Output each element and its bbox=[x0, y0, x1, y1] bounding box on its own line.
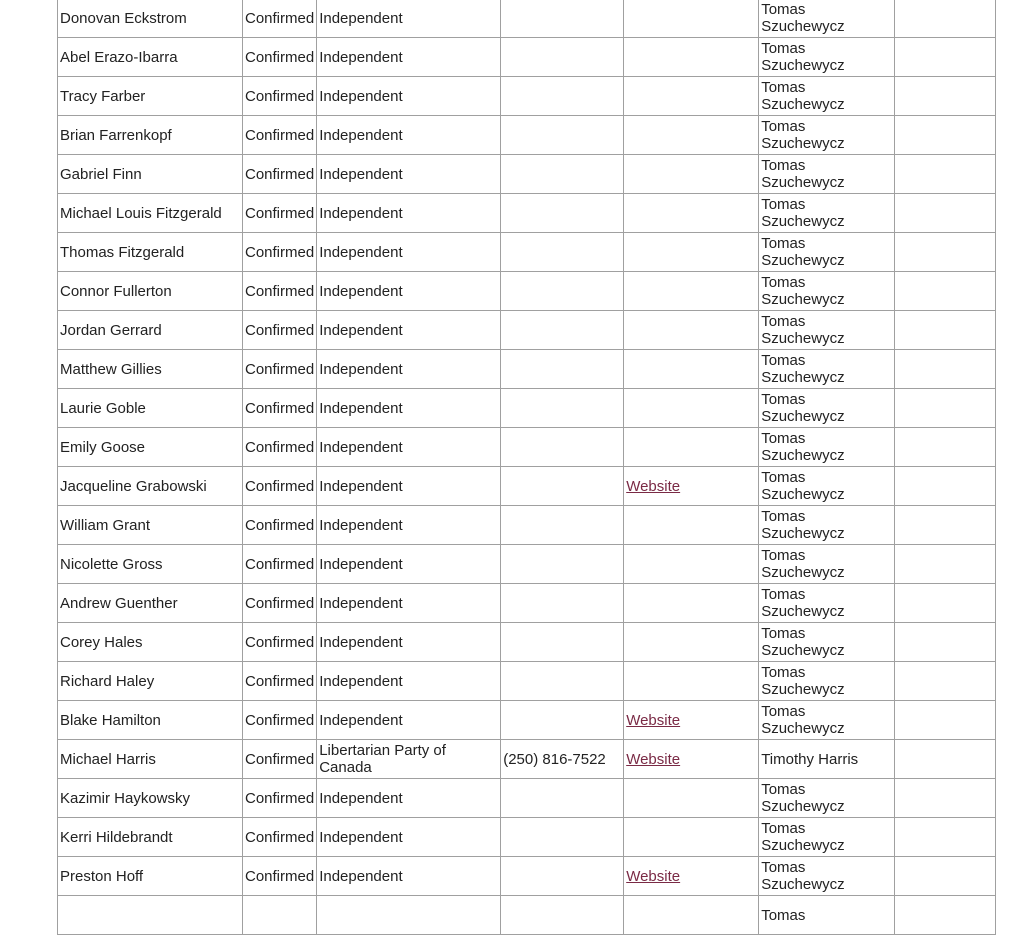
status-cell: Confirmed bbox=[243, 155, 317, 194]
empty-cell bbox=[895, 116, 996, 155]
phone-cell bbox=[501, 428, 624, 467]
empty-cell bbox=[895, 0, 996, 38]
candidates-table-body bbox=[58, 0, 996, 935]
official-agent-cell: Tomas Szuchewycz bbox=[759, 0, 895, 38]
party-cell: Independent bbox=[317, 545, 501, 584]
phone-cell bbox=[501, 0, 624, 38]
empty-cell bbox=[895, 155, 996, 194]
status-cell: Confirmed bbox=[243, 701, 317, 740]
empty-cell bbox=[895, 272, 996, 311]
official-agent-cell: Tomas Szuchewycz bbox=[759, 116, 895, 155]
party-cell: Independent bbox=[317, 623, 501, 662]
empty-cell bbox=[895, 779, 996, 818]
official-agent-cell: Tomas Szuchewycz bbox=[759, 194, 895, 233]
official-agent-cell: Tomas Szuchewycz bbox=[759, 467, 895, 506]
website-cell bbox=[624, 194, 759, 233]
table-row bbox=[58, 233, 996, 272]
candidate-name-cell: Connor Fullerton bbox=[58, 272, 243, 311]
candidate-name-cell: Kazimir Haykowsky bbox=[58, 779, 243, 818]
empty-cell bbox=[895, 623, 996, 662]
phone-cell bbox=[501, 38, 624, 77]
candidate-name-cell: Brian Farrenkopf bbox=[58, 116, 243, 155]
status-cell: Confirmed bbox=[243, 0, 317, 38]
candidate-name-cell: Richard Haley bbox=[58, 662, 243, 701]
candidate-name-cell: Donovan Eckstrom bbox=[58, 0, 243, 38]
table-row bbox=[58, 467, 996, 506]
website-cell bbox=[624, 116, 759, 155]
candidate-name-cell: Jordan Gerrard bbox=[58, 311, 243, 350]
candidate-name-cell: Gabriel Finn bbox=[58, 155, 243, 194]
phone-cell bbox=[501, 389, 624, 428]
party-cell: Independent bbox=[317, 272, 501, 311]
status-cell: Confirmed bbox=[243, 77, 317, 116]
official-agent-cell: Tomas Szuchewycz bbox=[759, 506, 895, 545]
phone-cell bbox=[501, 77, 624, 116]
official-agent-cell: Tomas Szuchewycz bbox=[759, 350, 895, 389]
website-cell bbox=[624, 0, 759, 38]
empty-cell bbox=[895, 584, 996, 623]
phone-cell: (250) 816-7522 bbox=[501, 740, 624, 779]
website-cell bbox=[624, 701, 759, 740]
empty-cell bbox=[895, 506, 996, 545]
website-cell bbox=[624, 428, 759, 467]
party-cell: Independent bbox=[317, 428, 501, 467]
table-row bbox=[58, 389, 996, 428]
website-cell bbox=[624, 311, 759, 350]
website-cell bbox=[624, 272, 759, 311]
phone-cell bbox=[501, 545, 624, 584]
empty-cell bbox=[895, 428, 996, 467]
candidate-name-cell: Michael Louis Fitzgerald bbox=[58, 194, 243, 233]
candidate-name-cell: Matthew Gillies bbox=[58, 350, 243, 389]
website-cell bbox=[624, 584, 759, 623]
table-row bbox=[58, 77, 996, 116]
status-cell: Confirmed bbox=[243, 233, 317, 272]
party-cell: Independent bbox=[317, 311, 501, 350]
table-row bbox=[58, 662, 996, 701]
phone-cell bbox=[501, 272, 624, 311]
official-agent-cell: Timothy Harris bbox=[759, 740, 895, 779]
status-cell: Confirmed bbox=[243, 662, 317, 701]
table-row bbox=[58, 857, 996, 896]
official-agent-cell: Tomas Szuchewycz bbox=[759, 233, 895, 272]
party-cell: Independent bbox=[317, 38, 501, 77]
table-row bbox=[58, 428, 996, 467]
empty-cell bbox=[895, 311, 996, 350]
empty-cell bbox=[895, 818, 996, 857]
empty-cell bbox=[895, 389, 996, 428]
status-cell: Confirmed bbox=[243, 272, 317, 311]
table-row bbox=[58, 350, 996, 389]
empty-cell bbox=[895, 545, 996, 584]
candidate-name-cell: William Grant bbox=[58, 506, 243, 545]
table-row bbox=[58, 740, 996, 779]
party-cell: Independent bbox=[317, 77, 501, 116]
status-cell: Confirmed bbox=[243, 818, 317, 857]
phone-cell bbox=[501, 311, 624, 350]
website-link[interactable]: Website bbox=[626, 867, 681, 885]
candidate-name-cell: Kerri Hildebrandt bbox=[58, 818, 243, 857]
phone-cell bbox=[501, 701, 624, 740]
status-cell: Confirmed bbox=[243, 506, 317, 545]
party-cell: Independent bbox=[317, 818, 501, 857]
status-cell: Confirmed bbox=[243, 740, 317, 779]
empty-cell bbox=[895, 740, 996, 779]
empty-cell bbox=[895, 38, 996, 77]
official-agent-cell: Tomas Szuchewycz bbox=[759, 818, 895, 857]
table-row bbox=[58, 0, 996, 38]
candidate-name-cell: Laurie Goble bbox=[58, 389, 243, 428]
candidate-name-cell: Abel Erazo-Ibarra bbox=[58, 38, 243, 77]
empty-cell bbox=[895, 194, 996, 233]
candidate-name-cell: Nicolette Gross bbox=[58, 545, 243, 584]
party-cell: Independent bbox=[317, 0, 501, 38]
candidate-name-cell: Tracy Farber bbox=[58, 77, 243, 116]
party-cell: Independent bbox=[317, 116, 501, 155]
status-cell: Confirmed bbox=[243, 311, 317, 350]
official-agent-cell: Tomas Szuchewycz bbox=[759, 38, 895, 77]
party-cell: Independent bbox=[317, 233, 501, 272]
phone-cell bbox=[501, 857, 624, 896]
status-cell bbox=[243, 896, 317, 935]
party-cell: Independent bbox=[317, 779, 501, 818]
status-cell: Confirmed bbox=[243, 623, 317, 662]
party-cell: Independent bbox=[317, 389, 501, 428]
party-cell: Independent bbox=[317, 506, 501, 545]
status-cell: Confirmed bbox=[243, 467, 317, 506]
status-cell: Confirmed bbox=[243, 38, 317, 77]
website-cell bbox=[624, 779, 759, 818]
table-row bbox=[58, 116, 996, 155]
website-cell bbox=[624, 467, 759, 506]
website-cell bbox=[624, 740, 759, 779]
party-cell: Independent bbox=[317, 155, 501, 194]
official-agent-cell: Tomas Szuchewycz bbox=[759, 701, 895, 740]
party-cell: Independent bbox=[317, 350, 501, 389]
official-agent-cell: Tomas Szuchewycz bbox=[759, 311, 895, 350]
table-row bbox=[58, 701, 996, 740]
website-link[interactable]: Website bbox=[626, 477, 681, 495]
phone-cell bbox=[501, 896, 624, 935]
website-cell bbox=[624, 233, 759, 272]
website-cell bbox=[624, 857, 759, 896]
official-agent-cell: Tomas Szuchewycz bbox=[759, 77, 895, 116]
candidate-name-cell: Michael Harris bbox=[58, 740, 243, 779]
website-cell bbox=[624, 350, 759, 389]
status-cell: Confirmed bbox=[243, 116, 317, 155]
empty-cell bbox=[895, 662, 996, 701]
website-cell bbox=[624, 545, 759, 584]
table-row bbox=[58, 584, 996, 623]
status-cell: Confirmed bbox=[243, 584, 317, 623]
status-cell: Confirmed bbox=[243, 194, 317, 233]
official-agent-cell: Tomas Szuchewycz bbox=[759, 857, 895, 896]
table-row bbox=[58, 194, 996, 233]
website-cell bbox=[624, 896, 759, 935]
table-row bbox=[58, 155, 996, 194]
candidates-table bbox=[57, 0, 996, 935]
empty-cell bbox=[895, 701, 996, 740]
candidate-name-cell bbox=[58, 896, 243, 935]
empty-cell bbox=[895, 857, 996, 896]
website-link[interactable]: Website bbox=[626, 711, 681, 729]
table-row bbox=[58, 779, 996, 818]
party-cell: Libertarian Party of Canada bbox=[317, 740, 501, 779]
official-agent-cell: Tomas Szuchewycz bbox=[759, 545, 895, 584]
status-cell: Confirmed bbox=[243, 779, 317, 818]
party-cell: Independent bbox=[317, 662, 501, 701]
table-row bbox=[58, 506, 996, 545]
website-link[interactable]: Website bbox=[626, 750, 681, 768]
table-row bbox=[58, 38, 996, 77]
party-cell: Independent bbox=[317, 701, 501, 740]
status-cell: Confirmed bbox=[243, 857, 317, 896]
candidates-table-container bbox=[57, 0, 996, 935]
empty-cell bbox=[895, 350, 996, 389]
status-cell: Confirmed bbox=[243, 389, 317, 428]
phone-cell bbox=[501, 584, 624, 623]
website-cell bbox=[624, 389, 759, 428]
official-agent-cell: Tomas Szuchewycz bbox=[759, 272, 895, 311]
website-cell bbox=[624, 818, 759, 857]
phone-cell bbox=[501, 350, 624, 389]
candidate-name-cell: Thomas Fitzgerald bbox=[58, 233, 243, 272]
phone-cell bbox=[501, 506, 624, 545]
official-agent-cell: Tomas Szuchewycz bbox=[759, 779, 895, 818]
phone-cell bbox=[501, 194, 624, 233]
candidate-name-cell: Corey Hales bbox=[58, 623, 243, 662]
party-cell: Independent bbox=[317, 467, 501, 506]
phone-cell bbox=[501, 623, 624, 662]
table-row bbox=[58, 818, 996, 857]
candidate-name-cell: Andrew Guenther bbox=[58, 584, 243, 623]
phone-cell bbox=[501, 662, 624, 701]
phone-cell bbox=[501, 818, 624, 857]
phone-cell bbox=[501, 155, 624, 194]
party-cell: Independent bbox=[317, 194, 501, 233]
phone-cell bbox=[501, 779, 624, 818]
status-cell: Confirmed bbox=[243, 350, 317, 389]
empty-cell bbox=[895, 233, 996, 272]
party-cell bbox=[317, 896, 501, 935]
table-row bbox=[58, 896, 996, 935]
official-agent-cell: Tomas Szuchewycz bbox=[759, 623, 895, 662]
official-agent-cell: Tomas Szuchewycz bbox=[759, 389, 895, 428]
table-row bbox=[58, 272, 996, 311]
party-cell: Independent bbox=[317, 584, 501, 623]
phone-cell bbox=[501, 233, 624, 272]
phone-cell bbox=[501, 467, 624, 506]
official-agent-cell: Tomas Szuchewycz bbox=[759, 155, 895, 194]
empty-cell bbox=[895, 467, 996, 506]
official-agent-cell: Tomas Szuchewycz bbox=[759, 428, 895, 467]
website-cell bbox=[624, 155, 759, 194]
official-agent-cell: Tomas bbox=[759, 896, 895, 935]
website-cell bbox=[624, 38, 759, 77]
official-agent-cell: Tomas Szuchewycz bbox=[759, 584, 895, 623]
status-cell: Confirmed bbox=[243, 428, 317, 467]
empty-cell bbox=[895, 896, 996, 935]
party-cell: Independent bbox=[317, 857, 501, 896]
table-row bbox=[58, 311, 996, 350]
candidate-name-cell: Preston Hoff bbox=[58, 857, 243, 896]
table-row bbox=[58, 623, 996, 662]
website-cell bbox=[624, 506, 759, 545]
website-cell bbox=[624, 623, 759, 662]
phone-cell bbox=[501, 116, 624, 155]
candidate-name-cell: Jacqueline Grabowski bbox=[58, 467, 243, 506]
candidate-name-cell: Emily Goose bbox=[58, 428, 243, 467]
table-row bbox=[58, 545, 996, 584]
status-cell: Confirmed bbox=[243, 545, 317, 584]
empty-cell bbox=[895, 77, 996, 116]
website-cell bbox=[624, 662, 759, 701]
official-agent-cell: Tomas Szuchewycz bbox=[759, 662, 895, 701]
candidate-name-cell: Blake Hamilton bbox=[58, 701, 243, 740]
website-cell bbox=[624, 77, 759, 116]
